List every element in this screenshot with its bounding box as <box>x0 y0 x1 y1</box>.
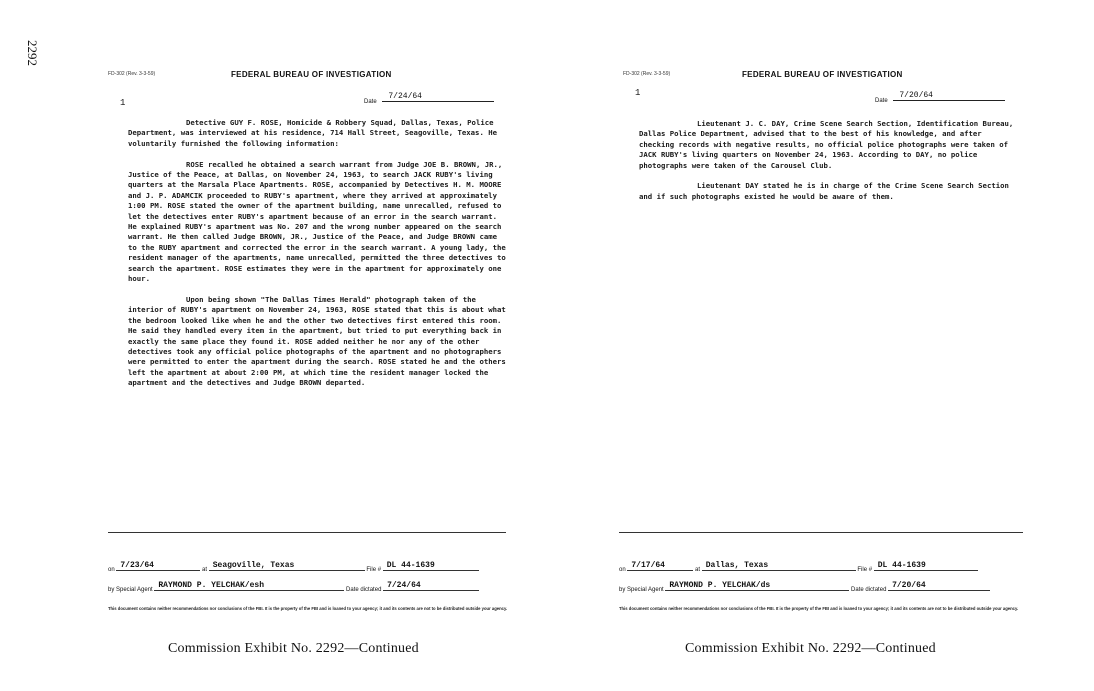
date-label: Date <box>364 99 377 105</box>
footer-divider <box>108 532 506 533</box>
paragraph: ROSE recalled he obtained a search warrant from Judge JOE B. BROWN, JR., Justice of the Peace, at Dallas, on November 24, 1963, to search JACK RUBY's living quarters at the Marsala Place Apartments. ROSE, accompanied by Detectives H. M. MOORE and J. P. ADAMCIK proceeded to RUBY's apartment, where they arrived at approximately 1:00 PM. ROSE stated the owner of the apartment building, name unrecalled, refused to let the detectives enter RUBY's apartment because of an error in the search warrant. He explained RUBY's apartment was No. 207 and the wrong number appeared on the search warrant. He then called Judge BROWN, JR., Justice of the Peace, and Judge BROWN came to the RUBY apartment and corrected the error in the search warrant. A young lady, the resident manager of the apartments, name unrecalled, permitted the three detectives to search the apartment. ROSE estimates they were in the apartment for approximately one hour. <box>128 159 506 284</box>
disclaimer: This document contains neither recommendations nor conclusions of the FBI. It is the property of the FBI and is loaned to your agency; it and its contents are not to be distributed outside your agency. <box>619 606 1019 611</box>
interview-date: 7/23/64 <box>116 561 200 571</box>
dictated-date: 7/24/64 <box>383 581 479 591</box>
agent-label: by Special Agent <box>108 587 153 593</box>
agent-row <box>619 581 990 595</box>
paragraph: Lieutenant DAY stated he is in charge of the Crime Scene Search Section and if such photographs existed he would be aware of them. <box>639 181 1009 201</box>
date-value: 7/24/64 <box>382 92 494 102</box>
fd302-document-day <box>615 0 1025 691</box>
paragraph: Lieutenant J. C. DAY, Crime Scene Search Section, Identification Bureau, Dallas Police Department, advised that to the best of his knowledge, and after checking records with negative results, no official police photographs were taken of JACK RUBY's living quarters on November 24, 1963. According to DAY, no police photographs were taken of the Carousel Club. <box>639 119 1014 170</box>
exhibit-caption: Commission Exhibit No. 2292—Continued <box>685 641 936 656</box>
exhibit-caption: Commission Exhibit No. 2292—Continued <box>168 641 419 656</box>
date-label: Date <box>875 98 888 104</box>
page-number: 2292 <box>25 40 40 66</box>
form-code: FD-302 (Rev. 3-3-59) <box>623 71 671 77</box>
dictated-label: Date dictated <box>346 587 382 593</box>
interview-location-row <box>619 561 978 575</box>
agent-label: by Special Agent <box>619 587 664 593</box>
page-mark: 1 <box>120 98 126 108</box>
fd302-document-rose <box>100 0 510 691</box>
date-line <box>875 91 1005 106</box>
agent-name: RAYMOND P. YELCHAK/ds <box>665 581 849 591</box>
form-code: FD-302 (Rev. 3-3-59) <box>108 71 156 77</box>
paragraph: Upon being shown "The Dallas Times Herald" photograph taken of the interior of RUBY's apartment on November 24, 1963, ROSE stated that this is about what the bedroom looked like when he and the other two detectives first entered this room. He said they handled every item in the apartment, but tried to put everything back in exactly the same place they found it. ROSE added neither he nor any of the other detectives took any official police photographs of the apartment and no photographers were permitted to enter the apartment during the search. ROSE stated he and the others left the apartment at about 2:00 PM, at which time the resident manager locked the apartment and the detectives and Judge BROWN departed. <box>128 294 506 388</box>
on-label: on <box>619 567 626 573</box>
date-line <box>364 92 494 107</box>
file-number: DL 44-1639 <box>383 561 479 571</box>
interview-body <box>639 119 1019 213</box>
interview-location-row <box>108 561 479 575</box>
agency-header: FEDERAL BUREAU OF INVESTIGATION <box>231 70 392 79</box>
agent-name: RAYMOND P. YELCHAK/esh <box>154 581 344 591</box>
agency-header: FEDERAL BUREAU OF INVESTIGATION <box>742 70 903 79</box>
on-label: on <box>108 567 115 573</box>
at-label: at <box>202 567 208 573</box>
interview-body <box>128 118 508 399</box>
interview-date: 7/17/64 <box>627 561 693 571</box>
file-label: File # <box>366 567 382 573</box>
page-mark: 1 <box>635 88 641 98</box>
at-label: at <box>695 567 701 573</box>
footer-divider <box>619 532 1023 533</box>
disclaimer: This document contains neither recommendations nor conclusions of the FBI. It is the property of the FBI and is loaned to your agency; it and its contents are not to be distributed outside your agency. <box>108 606 508 611</box>
interview-location: Dallas, Texas <box>702 561 856 571</box>
dictated-label: Date dictated <box>851 587 887 593</box>
file-number: DL 44-1639 <box>874 561 978 571</box>
date-value: 7/20/64 <box>893 91 1005 101</box>
dictated-date: 7/20/64 <box>888 581 990 591</box>
file-label: File # <box>857 567 873 573</box>
agent-row <box>108 581 479 595</box>
paragraph: Detective GUY F. ROSE, Homicide & Robbery Squad, Dallas, Texas, Police Department, was interviewed at his residence, 714 Hall Street, Seagoville, Texas. He voluntarily furnished the following information: <box>128 118 498 148</box>
interview-location: Seagoville, Texas <box>209 561 365 571</box>
